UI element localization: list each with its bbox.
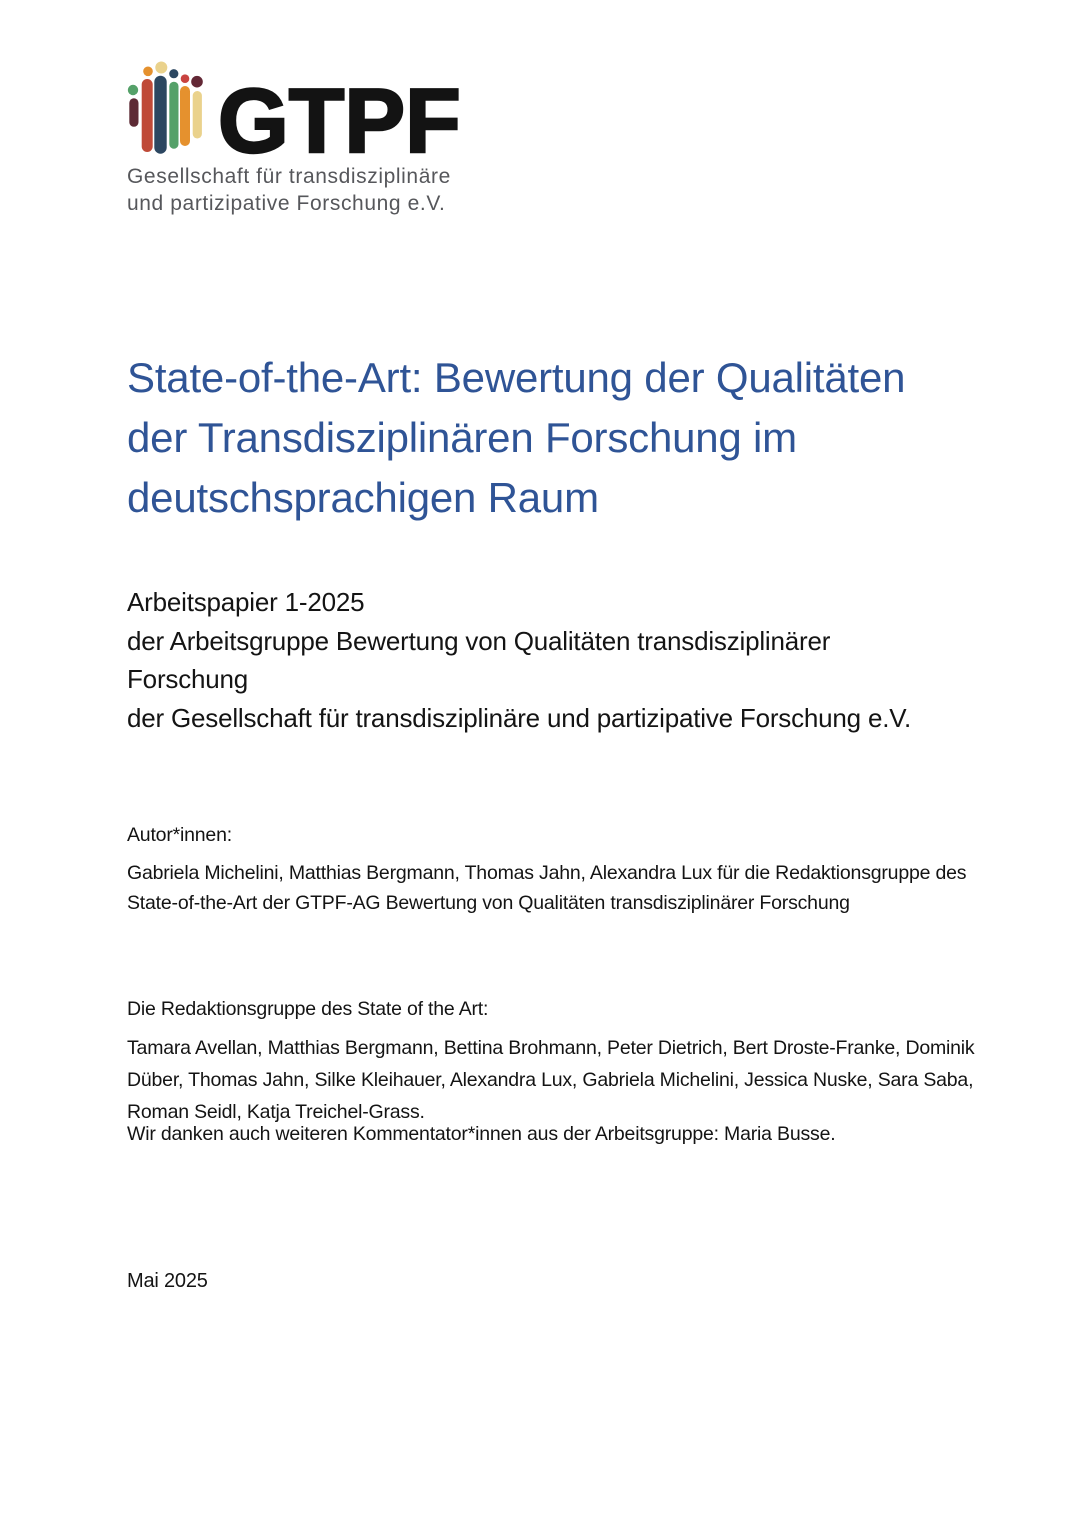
page-title-line-3: deutschsprachigen Raum [127,474,599,521]
logo-tagline-line-2: und partizipative Forschung e.V. [127,192,446,215]
subtitle-line-3: Forschung [127,664,249,694]
subtitle-line-4: der Gesellschaft für transdisziplinäre und partizipative Forschung e.V. [127,702,912,733]
authors-heading: Autor*innen: [127,824,232,846]
publication-date: Mai 2025 [127,1270,208,1292]
gtpf-logo [120,55,480,160]
editorial-names-line-3: Roman Seidl, Katja Treichel-Grass. [127,1101,425,1123]
page-title-line-2: der Transdisziplinären Forschung im [127,414,797,461]
working-paper-subtitle [127,583,911,737]
maroon-dot-icon [191,76,203,88]
logo-acronym: GTPF [218,71,461,160]
subtitle-line-2: der Arbeitsgruppe Bewertung von Qualitäten transdisziplinärer [127,625,831,656]
red-dot-icon [181,74,190,83]
editorial-names-line-1: Tamara Avellan, Matthias Bergmann, Bettina Brohmann, Peter Dietrich, Bert Droste-Franke, Dominik [127,1037,975,1059]
green-bar-icon [169,82,178,149]
editorial-group-names [127,1032,974,1128]
page-title-line-1: State-of-the-Art: Bewertung der Qualitäten [127,354,906,401]
authors-line-2: State-of-the-Art der GTPF-AG Bewertung von Qualitäten transdisziplinärer Forschung [127,892,850,914]
green-dot-icon [128,85,138,95]
page-title [127,348,905,528]
navy-dot-icon [169,69,178,78]
navy-bar-icon [154,76,166,154]
cream-bar-icon [193,91,202,139]
logo-tagline-line-1: Gesellschaft für transdisziplinäre [127,165,451,188]
subtitle-line-1: Arbeitspapier 1-2025 [127,587,365,617]
orange-dot-icon [143,67,153,77]
authors-paragraph [127,858,966,918]
cream-dot-icon [155,62,167,74]
editorial-group-heading: Die Redaktionsgruppe des State of the Art: [127,998,489,1020]
orange-bar-icon [180,86,190,146]
acknowledgement-text: Wir danken auch weiteren Kommentator*innen aus der Arbeitsgruppe: Maria Busse. [127,1123,836,1145]
maroon-bar-icon [129,98,138,127]
logo-tagline [127,163,451,217]
editorial-names-line-2: Düber, Thomas Jahn, Silke Kleihauer, Alexandra Lux, Gabriela Michelini, Jessica Nuske, Sara Saba, [127,1069,974,1091]
red-bar-icon [142,79,153,152]
authors-line-1: Gabriela Michelini, Matthias Bergmann, Thomas Jahn, Alexandra Lux für die Redaktionsgruppe des [127,862,967,884]
